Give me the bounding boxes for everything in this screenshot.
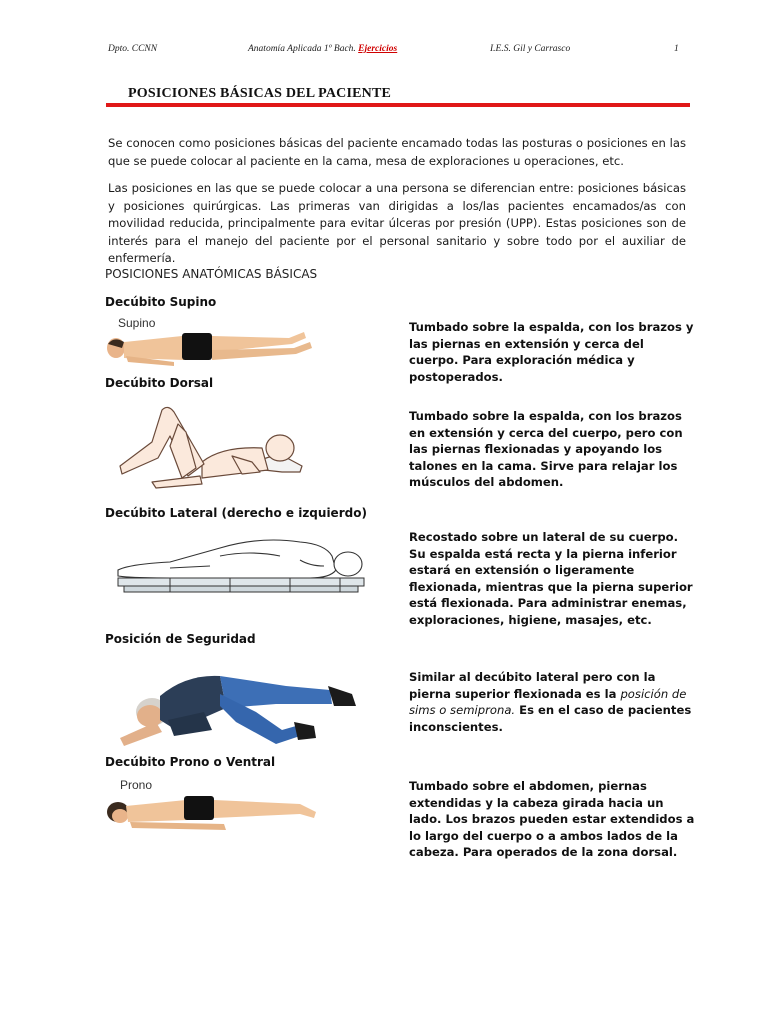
position-desc-prono: Tumbado sobre el abdomen, piernas extendidas y la cabeza girada hacia un lado. Los brazos pueden estar extendidos a lo largo del cuerpo o a ambos lados de la cabeza. Para operados de la zona dorsal.: [409, 779, 695, 860]
position-name-seguridad: Posición de Seguridad: [105, 632, 256, 646]
prone-figure: [107, 796, 316, 830]
header-course-text: Anatomía Aplicada 1º Bach.: [248, 44, 356, 54]
section-title: POSICIONES ANATÓMICAS BÁSICAS: [105, 267, 318, 281]
title-underline: [106, 103, 690, 107]
supine-position-illustration: [104, 312, 320, 374]
recovery-figure: [120, 676, 356, 746]
header-course: [248, 44, 397, 54]
seguridad-desc-em: posición de sims o semiprona.: [409, 686, 687, 718]
dorsal-position-illustration: [112, 396, 312, 494]
intro-paragraph-2: Las posiciones en las que se puede colocar a una persona se diferencian entre: posiciones básicas y posiciones quirúrgicas. Las primeras van dirigidas a los/las pacientes encamados/as con movilidad reducida, principalmente para evitar úlceras por presión (UPP). Estas posiciones son de interés para el manejo del paciente por el personal sanitario y sobre todo por el auxiliar de enfermería.: [108, 181, 686, 265]
position-desc-dorsal: Tumbado sobre la espalda, con los brazos en extensión y cerca del cuerpo, pero con las piernas flexionadas y apoyando los talones en la cama. Sirve para relajar los músculos del abdomen.: [409, 409, 683, 490]
header-page-number: 1: [674, 44, 679, 54]
header-dept: Dpto. CCNN: [108, 44, 158, 54]
position-desc-seguridad: [409, 669, 695, 735]
seguridad-desc-post: Es en el caso de pacientes inconscientes.: [409, 703, 692, 734]
recovery-position-illustration: [116, 660, 362, 748]
position-name-prono: Decúbito Prono o Ventral: [105, 755, 276, 769]
lateral-table: [118, 578, 364, 592]
intro-paragraph-1: Se conocen como posiciones básicas del paciente encamado todas las posturas o posiciones en las que se puede colocar al paciente en la cama, mesa de exploraciones u operaciones, etc.: [108, 136, 686, 168]
position-name-supino: Decúbito Supino: [105, 295, 217, 309]
dorsal-figure: [120, 407, 302, 488]
position-name-lateral: Decúbito Lateral (derecho e izquierdo): [105, 506, 367, 520]
lateral-figure: [118, 540, 362, 578]
position-desc-supino: Tumbado sobre la espalda, con los brazos y las piernas en extensión y cerca del cuerpo. Para exploración médica y postoperados.: [409, 320, 694, 384]
header-course-tag: Ejercicios: [358, 44, 398, 54]
prone-position-illustration: [104, 774, 324, 840]
position-name-dorsal: Decúbito Dorsal: [105, 376, 214, 390]
prone-image-label: Prono: [120, 778, 153, 792]
lateral-position-illustration: [110, 530, 372, 604]
page-title: POSICIONES BÁSICAS DEL PACIENTE: [128, 86, 392, 101]
position-desc-lateral: Recostado sobre un lateral de su cuerpo. Su espalda está recta y la pierna inferior estará en extensión o ligeramente flexionada, mientras que la pierna superior está flexionada. Para administrar enemas, exploraciones, higiene, masajes, etc.: [409, 530, 693, 627]
header-school: I.E.S. Gil y Carrasco: [490, 44, 571, 54]
seguridad-desc-pre: Similar al decúbito lateral pero con la pierna superior flexionada es la: [409, 670, 656, 701]
supine-figure: [107, 332, 312, 366]
supine-image-label: Supino: [118, 316, 156, 330]
